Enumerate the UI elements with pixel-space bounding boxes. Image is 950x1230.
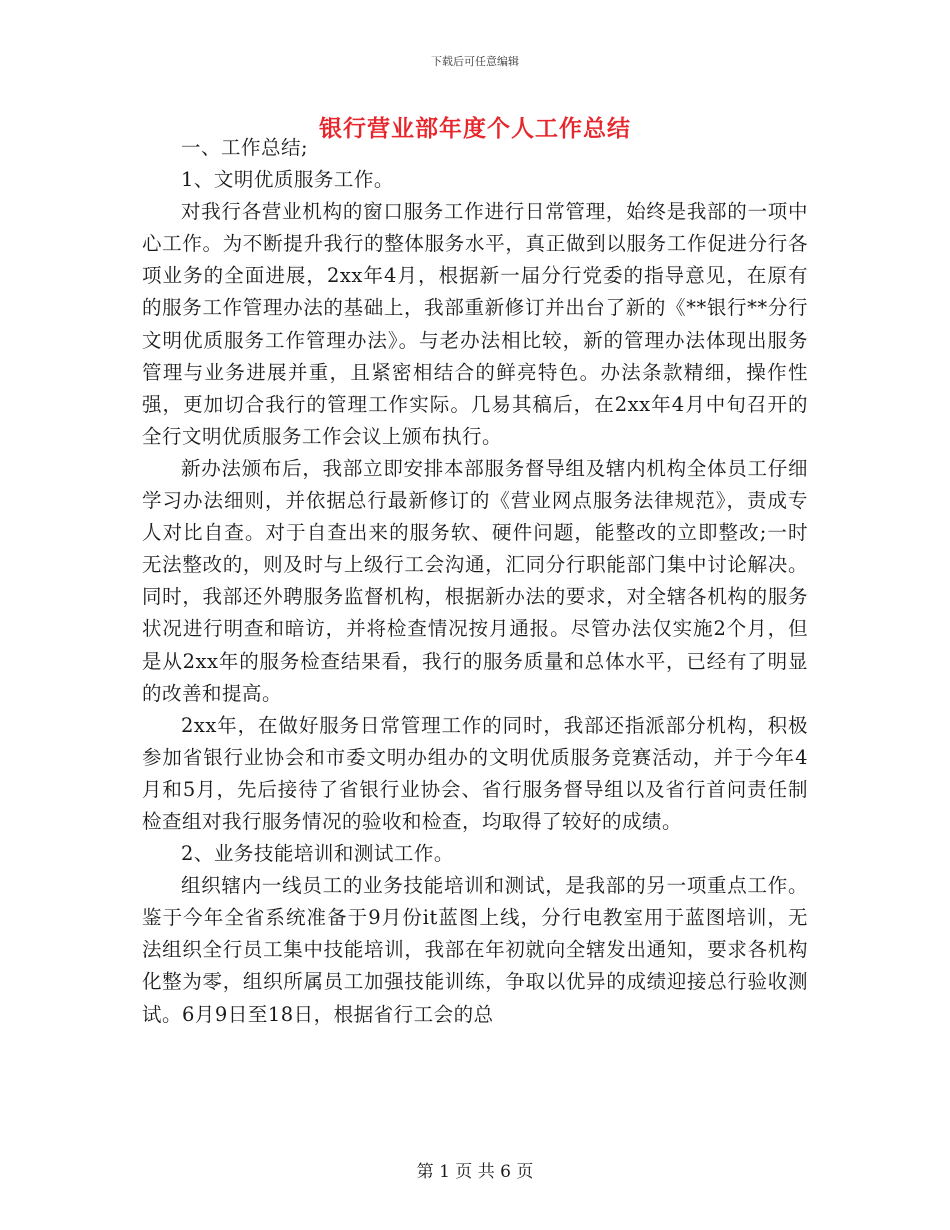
page-footer	[0, 1157, 950, 1182]
page-number: 第 1 页 共 6 页	[416, 1162, 534, 1182]
body-paragraph: 新办法颁布后，我部立即安排本部服务督导组及辖内机构全体员工仔细学习办法细则，并依据总行最新修订的《营业网点服务法律规范》，责成专人对比自查。对于自查出来的服务软、硬件问题，能整改的立即整改;一时无法整改的，则及时与上级行工会沟通，汇同分行职能部门集中讨论解决。同时，我部还外聘服务监督机构，根据新办法的要求，对全辖各机构的服务状况进行明查和暗访，并将检查情况按月通报。尽管办法仅实施2个月，但是从2xx年的服务检查结果看，我行的服务质量和总体水平，已经有了明显的改善和提高。	[142, 456, 808, 705]
document-title: 银行营业部年度个人工作总结	[319, 116, 631, 142]
header-note: 下载后可任意编辑	[431, 55, 519, 68]
body-paragraph: 组织辖内一线员工的业务技能培训和测试，是我部的另一项重点工作。鉴于今年全省系统准备于9月份it蓝图上线，分行电教室用于蓝图培训，无法组织全行员工集中技能培训，我部在年初就向全辖发出通知，要求各机构化整为零，组织所属员工加强技能训练，争取以优异的成绩迎接总行验收测试。6月9日至18日，根据省行工会的总	[142, 874, 808, 1026]
subsection-heading: 1、文明优质服务工作。	[181, 168, 394, 192]
subsection-heading: 2、业务技能培训和测试工作。	[181, 842, 454, 866]
body-paragraph: 2xx年，在做好服务日常管理工作的同时，我部还指派部分机构，积极参加省银行业协会和市委文明办组办的文明优质服务竞赛活动，并于今年4月和5月，先后接待了省银行业协会、省行服务督导组以及省行首问责任制检查组对我行服务情况的验收和检查，均取得了较好的成绩。	[142, 713, 808, 833]
body-paragraph: 对我行各营业机构的窗口服务工作进行日常管理，始终是我部的一项中心工作。为不断提升我行的整体服务水平，真正做到以服务工作促进分行各项业务的全面进展，2xx年4月，根据新一届分行党委的指导意见，在原有的服务工作管理办法的基础上，我部重新修订并出台了新的《**银行**分行文明优质服务工作管理办法》。与老办法相比较，新的管理办法体现出服务管理与业务进展并重，且紧密相结合的鲜亮特色。办法条款精细，操作性强，更加切合我行的管理工作实际。几易其稿后，在2xx年4月中旬召开的全行文明优质服务工作会议上颁布执行。	[142, 200, 808, 448]
document-body	[142, 132, 808, 1031]
section-heading: 一、工作总结;	[181, 136, 309, 159]
